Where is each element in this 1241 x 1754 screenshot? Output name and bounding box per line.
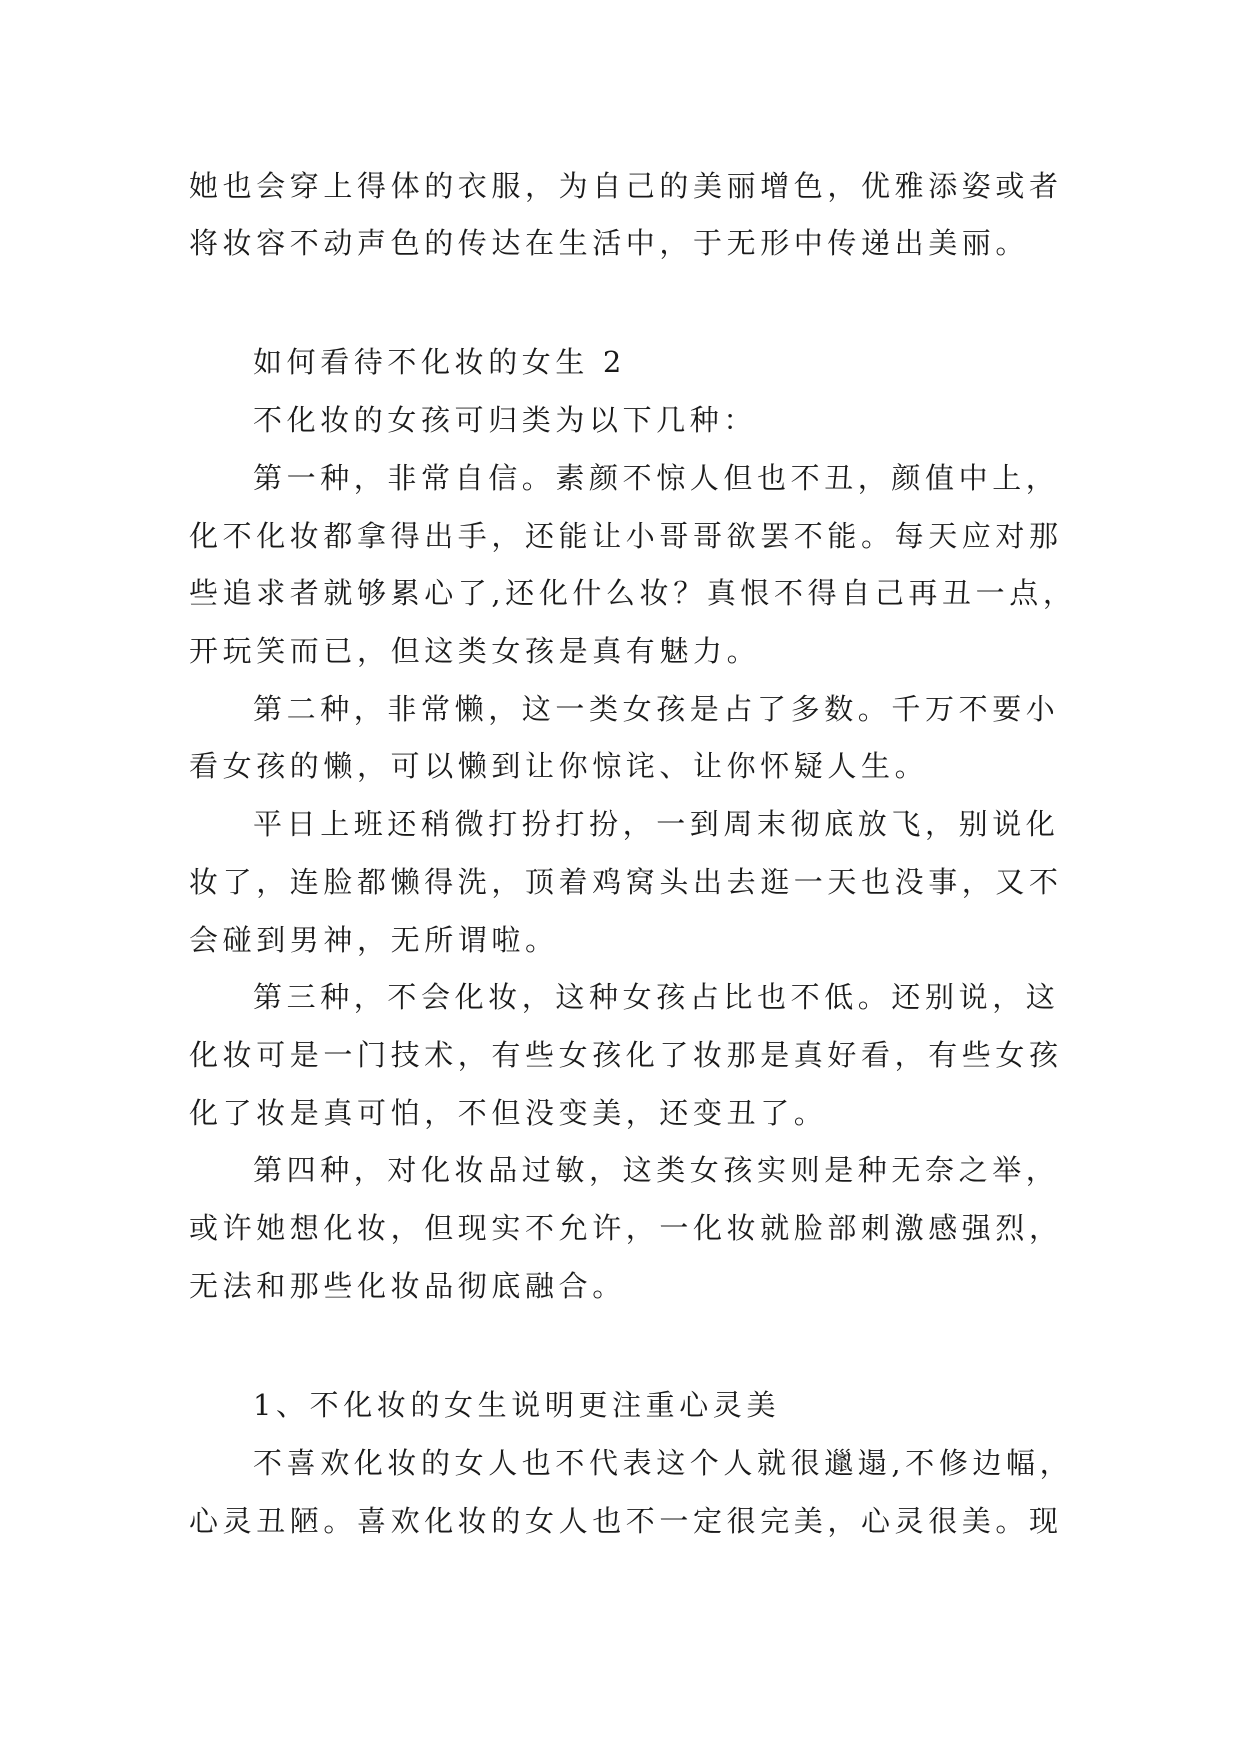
weekend-line-2: 妆了，连脸都懒得洗，顶着鸡窝头出去逛一天也没事，又不 <box>189 865 1063 899</box>
type1-line-1: 第一种，非常自信。素颜不惊人但也不丑，颜值中上， <box>253 461 1060 495</box>
weekend-line-1: 平日上班还稍微打扮打扮，一到周末彻底放飞，别说化 <box>253 807 1060 841</box>
type4-line-3: 无法和那些化妆品彻底融合。 <box>189 1269 626 1303</box>
type2-line-1: 第二种，非常懒，这一类女孩是占了多数。千万不要小 <box>253 692 1060 726</box>
intro-line-1: 她也会穿上得体的衣服，为自己的美丽增色，优雅添姿或者 <box>189 169 1063 203</box>
section-1-heading: 1、不化妆的女生说明更注重心灵美 <box>253 1388 781 1422</box>
summary-line: 不化妆的女孩可归类为以下几种： <box>253 403 758 437</box>
section-heading-2: 如何看待不化妆的女生 2 <box>253 345 626 379</box>
type2-line-2: 看女孩的懒，可以懒到让你惊诧、让你怀疑人生。 <box>189 749 929 783</box>
section-1-line-1: 不喜欢化妆的女人也不代表这个人就很邋遢,不修边幅， <box>253 1446 1074 1480</box>
weekend-line-3: 会碰到男神，无所谓啦。 <box>189 923 559 957</box>
type3-line-1: 第三种，不会化妆，这种女孩占比也不低。还别说，这 <box>253 980 1060 1014</box>
type4-line-2: 或许她想化妆，但现实不允许，一化妆就脸部刺激感强烈， <box>189 1211 1063 1245</box>
type1-line-3: 些追求者就够累心了,还化什么妆？真恨不得自己再丑一点， <box>189 576 1077 610</box>
type4-line-1: 第四种，对化妆品过敏，这类女孩实则是种无奈之举， <box>253 1153 1060 1187</box>
type1-line-4: 开玩笑而已，但这类女孩是真有魅力。 <box>189 634 761 668</box>
type3-line-3: 化了妆是真可怕，不但没变美，还变丑了。 <box>189 1096 828 1130</box>
type1-line-2: 化不化妆都拿得出手，还能让小哥哥欲罢不能。每天应对那 <box>189 519 1063 553</box>
section-1-line-2: 心灵丑陋。喜欢化妆的女人也不一定很完美，心灵很美。现 <box>189 1504 1063 1538</box>
type3-line-2: 化妆可是一门技术，有些女孩化了妆那是真好看，有些女孩 <box>189 1038 1063 1072</box>
intro-line-2: 将妆容不动声色的传达在生活中，于无形中传递出美丽。 <box>189 226 1030 260</box>
